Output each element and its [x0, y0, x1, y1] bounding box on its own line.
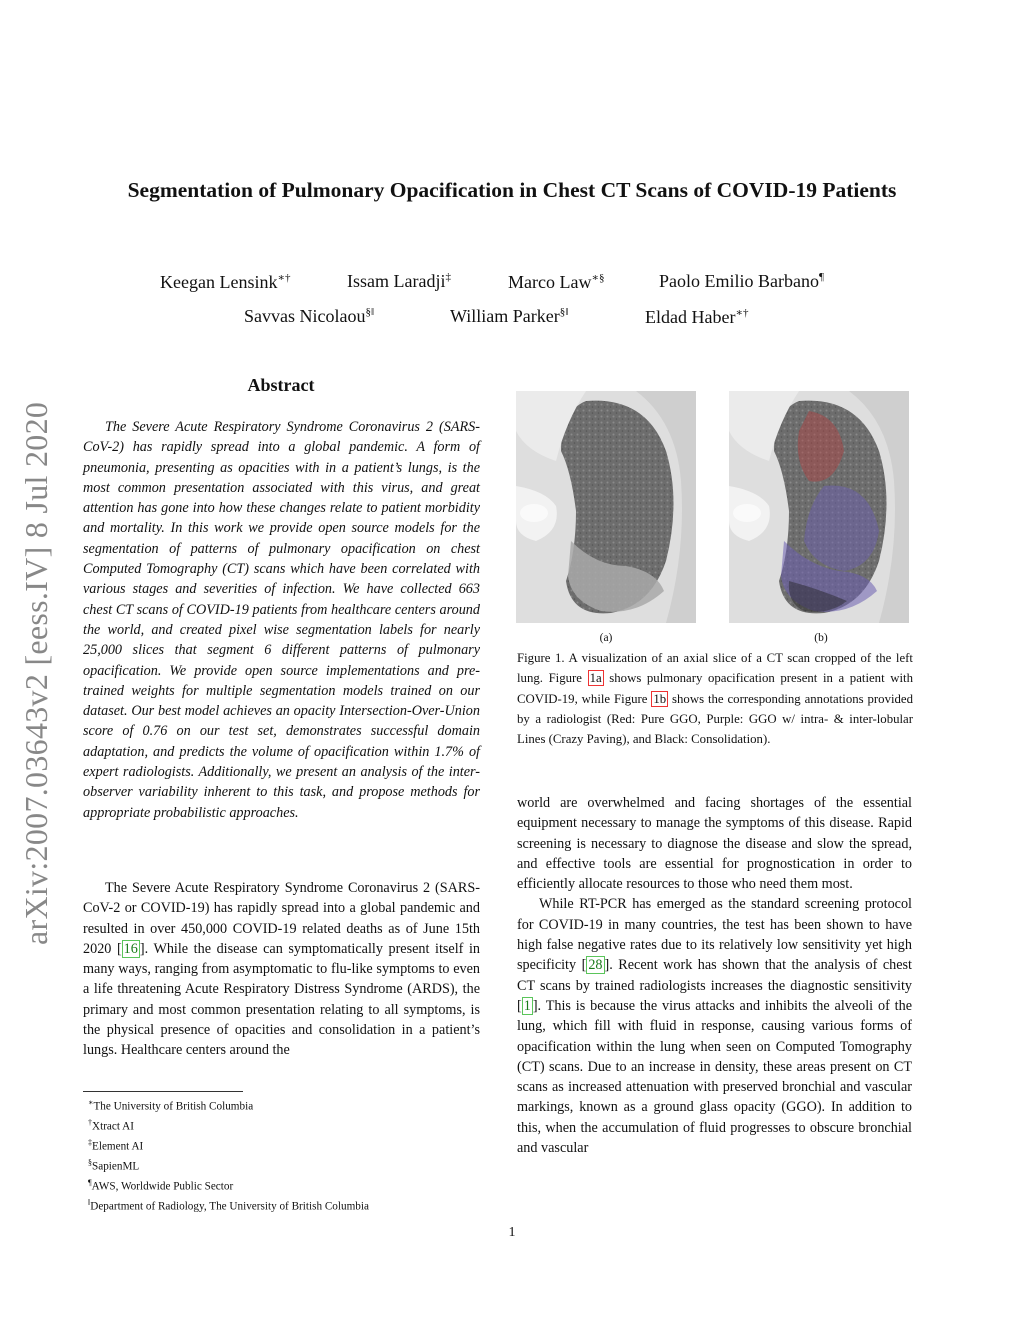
paragraph: The Severe Acute Respiratory Syndrome Coronavirus 2 (SARS-CoV-2 or COVID-19) has rapidly spread into a global pandemic and resulted in over 450,000 COVID-19 related deaths as of June 15th 2020 [ 16 ]. While the disease can symptomatically present itself in many ways, ranging from asymptomatic to flu-like symptoms to even a life threatening Acute Respiratory Distress Syndrome (ARDS), the primary and most common presentation relating to all symptoms, is the physical presence of opacities and consolidation in a patient’s lungs. Healthcare centers around the: [83, 880, 480, 1059]
author: Issam Laradji‡: [347, 271, 451, 291]
ct-scan-image-a: [516, 391, 696, 623]
intro-right-column: [517, 793, 912, 1158]
author: Keegan Lensink∗†: [160, 272, 291, 292]
footnote: §SapienML: [88, 1158, 140, 1173]
paper-title: Segmentation of Pulmonary Opacification in Chest CT Scans of COVID-19 Patients: [127, 178, 897, 202]
author: Savvas Nicolaou§‖: [244, 306, 375, 326]
figure-caption: Figure 1. A visualization of an axial slice of a CT scan cropped of the left lung. Figure 1a shows pulmonary opacification present in a patient with COVID-19, while Figure 1b shows the corresponding annotations provided by a radiologist (Red: Pure GGO, Purple: GGO w/ intra- & inter-lobular Lines (Crazy Paving), and Black: Consolidation).: [517, 651, 913, 747]
figure-ref-link[interactable]: 1a: [589, 671, 602, 686]
citation-link[interactable]: 16: [123, 940, 138, 957]
footnote: ∗The University of British Columbia: [88, 1098, 254, 1113]
author: Paolo Emilio Barbano¶: [659, 271, 824, 291]
author: Eldad Haber∗†: [645, 307, 749, 327]
footnote: †Xtract AI: [88, 1118, 134, 1133]
citation-link[interactable]: 1: [523, 997, 531, 1014]
figure-ref-link[interactable]: 1b: [653, 691, 667, 706]
footnotes: [88, 1095, 488, 1215]
ct-scan-image-b: [729, 391, 909, 623]
footnote: ‡Element AI: [88, 1138, 144, 1153]
author: William Parker§‖: [450, 306, 569, 326]
author: Marco Law∗§: [508, 272, 605, 292]
subfigure-label-a: (a): [599, 632, 613, 644]
page-number: 1: [508, 1225, 516, 1240]
citation-link[interactable]: 28: [588, 957, 603, 974]
abstract-heading: Abstract: [247, 375, 315, 395]
paragraph: While RT-PCR has emerged as the standard screening protocol for COVID-19 in many countries, the test has been shown to have high false negative rates due to its relatively low sensitivity yet high specificity [ 28 ]. Recent work has shown that the analysis of chest CT scans by trained radiologists increases the diagnostic sensitivity [ 1 ]. This is because the virus attacks and inhibits the alveoli of the lung, which fill with fluid in response, causing various forms of opacification within the lung when seen on Computed Tomography (CT) scans. Due to an increase in density, these areas present on CT scans as increased attenuation with preserved bronchial and vascular markings, known as a ground glass opacity (GGO). In addition to this, when the accumulation of fluid progresses to obscure bronchial and vascular: [517, 896, 912, 1157]
footnote: ‖Department of Radiology, The University of British Columbia: [88, 1198, 369, 1213]
subfigure-label-b: (b): [814, 632, 828, 644]
footnote-divider: [83, 1091, 243, 1092]
footnote: ¶AWS, Worldwide Public Sector: [88, 1178, 234, 1193]
arxiv-identifier: arXiv:2007.03643v2 [eess.IV] 8 Jul 2020: [18, 401, 54, 945]
abstract-text: The Severe Acute Respiratory Syndrome Coronavirus 2 (SARS-CoV-2) has rapidly spread into a global pandemic. A form of pneumonia, presenting as opacities with in a patient’s lungs, is the most common presentation associated with this virus, and great attention has gone into how these changes relate to patient morbidity and mortality. In this work we provide open source models for the segmentation of patterns of pulmonary opacification on chest Computed Tomography (CT) scans which have been correlated with various stages and severities of infection. We have collected 663 chest CT scans of COVID-19 patients from healthcare centers around the world, and created pixel wise segmentation labels for nearly 25,000 slices that segment 6 different patterns of pulmonary opacification. We provide open source implementations and pre-trained weights for multiple segmentation models trained on our dataset. Our best model achieves an opacity Intersection-Over-Union score of 0.76 on our test set, demonstrates successful domain adaptation, and predicts the volume of opacification within 1.7% of expert radiologists. Additionally, we present an analysis of the inter-observer variability inherent to this task, and propose methods for appropriate probabilistic approaches.: [83, 419, 480, 821]
paragraph: world are overwhelmed and facing shortages of the essential equipment necessary to manage the symptoms of this disease. Rapid screening is necessary to diagnose the disease and slow the spread, and effective tools are essential for prognostication in order to efficiently allocate resources to those who need them most.: [517, 795, 912, 893]
intro-left-column: [83, 878, 480, 1061]
